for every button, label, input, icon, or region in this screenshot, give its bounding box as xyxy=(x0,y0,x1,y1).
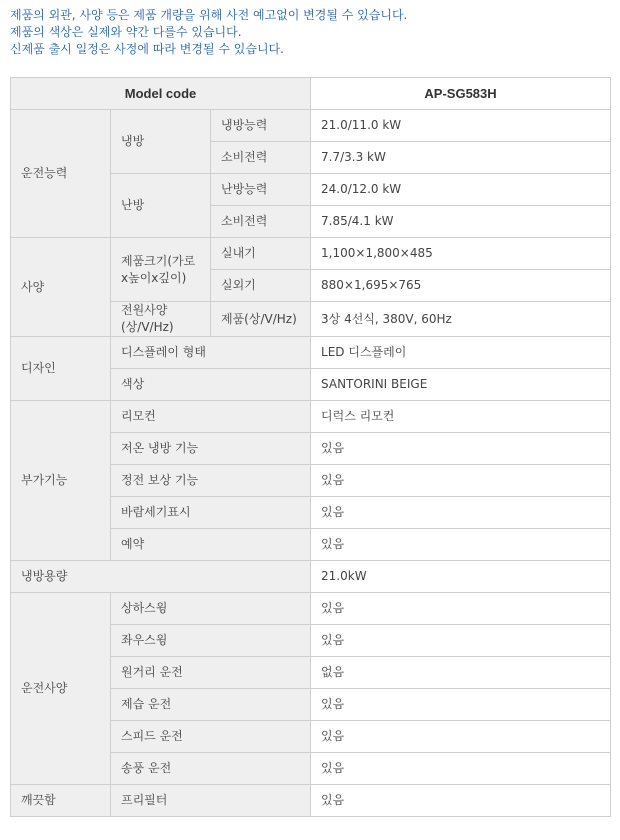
heating-power-label: 난방능력 xyxy=(211,174,311,206)
operation-item-label: 상하스윙 xyxy=(111,593,311,625)
extra-item-label: 정전 보상 기능 xyxy=(111,465,311,497)
operation-item-value: 없음 xyxy=(311,657,611,689)
cooling-label: 냉방 xyxy=(111,110,211,174)
operation-item-value: 있음 xyxy=(311,593,611,625)
heating-consumption-label: 소비전력 xyxy=(211,206,311,238)
table-header-row xyxy=(11,78,611,110)
display-label: 디스플레이 형태 xyxy=(111,337,311,369)
heating-label: 난방 xyxy=(111,174,211,238)
cooling-capacity-value: 21.0kW xyxy=(311,561,611,593)
extra-item-value: 있음 xyxy=(311,465,611,497)
extra-item-value: 있음 xyxy=(311,433,611,465)
cooling-consumption-value: 7.7/3.3 kW xyxy=(311,142,611,174)
outdoor-value: 880×1,695×765 xyxy=(311,270,611,302)
table-row xyxy=(11,238,611,270)
outdoor-label: 실외기 xyxy=(211,270,311,302)
size-label: 제품크기(가로x높이x깊이) xyxy=(111,238,211,302)
operation-item-label: 스피드 운전 xyxy=(111,721,311,753)
extra-item-value: 있음 xyxy=(311,497,611,529)
table-row xyxy=(11,110,611,142)
display-value: LED 디스플레이 xyxy=(311,337,611,369)
operation-item-value: 있음 xyxy=(311,753,611,785)
operation-item-value: 있음 xyxy=(311,689,611,721)
extra-item-label: 저온 냉방 기능 xyxy=(111,433,311,465)
operation-item-value: 있음 xyxy=(311,625,611,657)
color-value: SANTORINI BEIGE xyxy=(311,369,611,401)
spec-table xyxy=(10,77,611,817)
extra-item-label: 예약 xyxy=(111,529,311,561)
operation-item-label: 송풍 운전 xyxy=(111,753,311,785)
table-row xyxy=(11,561,611,593)
notice-line: 제품의 색상은 실제와 약간 다를수 있습니다. xyxy=(10,25,242,39)
extra-item-value: 디럭스 리모컨 xyxy=(311,401,611,433)
extra-item-value: 있음 xyxy=(311,529,611,561)
color-label: 색상 xyxy=(111,369,311,401)
prefilter-value: 있음 xyxy=(311,785,611,817)
indoor-value: 1,100×1,800×485 xyxy=(311,238,611,270)
extra-label: 부가기능 xyxy=(11,401,111,561)
prefilter-label: 프리필터 xyxy=(111,785,311,817)
operation-label: 운전사양 xyxy=(11,593,111,785)
table-row xyxy=(11,401,611,433)
indoor-label: 실내기 xyxy=(211,238,311,270)
notice-line: 제품의 외관, 사양 등은 제품 개량을 위해 사전 예고없이 변경될 수 있습니다. xyxy=(10,8,408,22)
cooling-consumption-label: 소비전력 xyxy=(211,142,311,174)
spec-label: 사양 xyxy=(11,238,111,337)
clean-label: 깨끗함 xyxy=(11,785,111,817)
operation-item-label: 좌우스윙 xyxy=(111,625,311,657)
notice-line: 신제품 출시 일정은 사정에 따라 변경될 수 있습니다. xyxy=(10,42,284,56)
product-label: 제품(상/V/Hz) xyxy=(211,302,311,337)
model-code-value: AP-SG583H xyxy=(311,78,611,110)
notice-list xyxy=(10,7,407,58)
operation-item-value: 있음 xyxy=(311,721,611,753)
operation-item-label: 제습 운전 xyxy=(111,689,311,721)
product-value: 3상 4선식, 380V, 60Hz xyxy=(311,302,611,337)
cooling-power-label: 냉방능력 xyxy=(211,110,311,142)
operation-item-label: 원거리 운전 xyxy=(111,657,311,689)
extra-item-label: 바람세기표시 xyxy=(111,497,311,529)
design-label: 디자인 xyxy=(11,337,111,401)
heating-power-value: 24.0/12.0 kW xyxy=(311,174,611,206)
power-spec-label: 전원사양(상/V/Hz) xyxy=(111,302,211,337)
heating-consumption-value: 7.85/4.1 kW xyxy=(311,206,611,238)
table-row xyxy=(11,785,611,817)
extra-item-label: 리모컨 xyxy=(111,401,311,433)
cooling-capacity-label: 냉방용량 xyxy=(11,561,311,593)
model-code-label: Model code xyxy=(11,78,311,110)
table-row xyxy=(11,593,611,625)
capacity-label: 운전능력 xyxy=(11,110,111,238)
cooling-power-value: 21.0/11.0 kW xyxy=(311,110,611,142)
table-row xyxy=(11,337,611,369)
